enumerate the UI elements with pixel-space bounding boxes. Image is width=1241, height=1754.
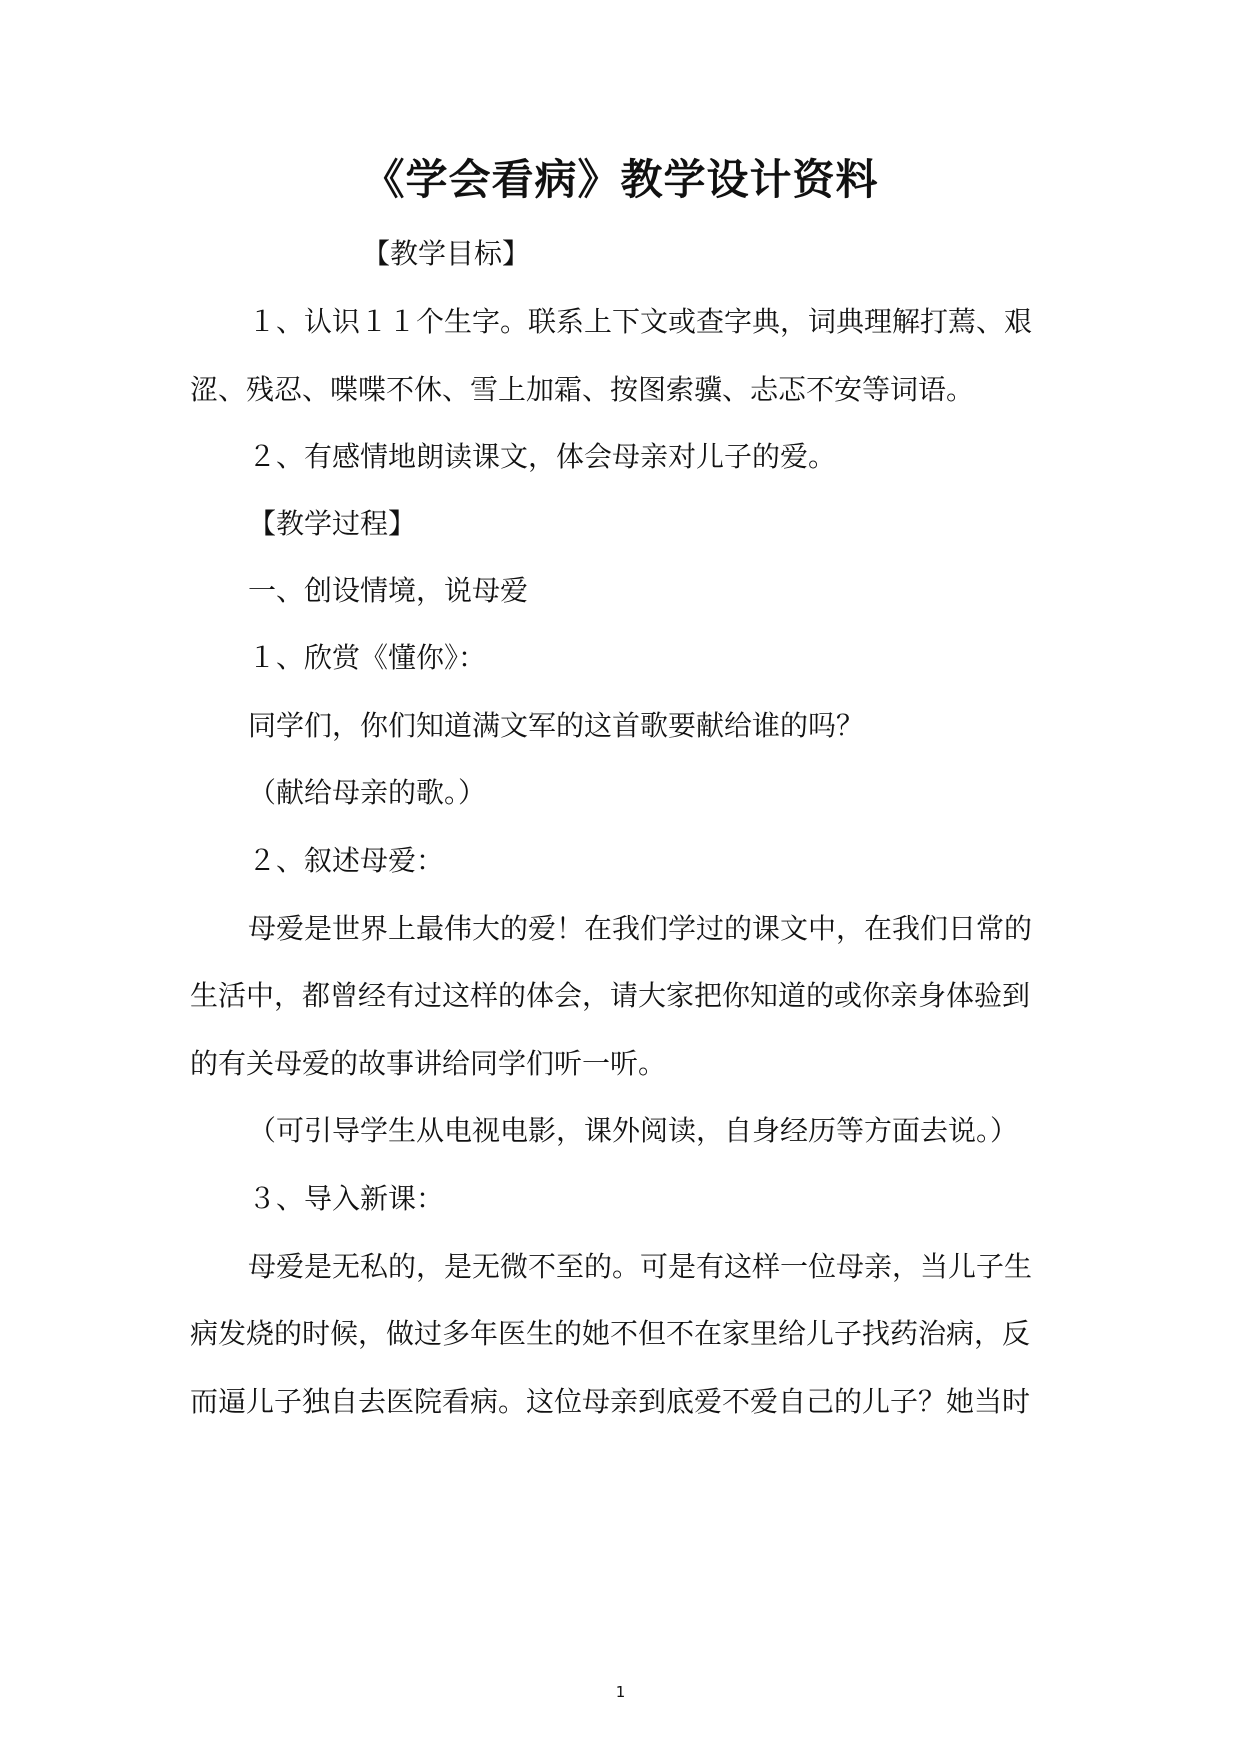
page-number: 1: [615, 1683, 626, 1701]
paragraph-line: ２、有感情地朗读课文，体会母亲对儿子的爱。: [248, 440, 837, 473]
paragraph-line: （献给母亲的歌。）: [248, 776, 487, 809]
step-heading: ３、导入新课：: [248, 1182, 445, 1215]
step-heading: ２、叙述母爱：: [248, 844, 445, 877]
paragraph-line: 同学们，你们知道满文军的这首歌要献给谁的吗？: [248, 709, 865, 742]
paragraph-line: 的有关母爱的故事讲给同学们听一听。: [190, 1047, 667, 1080]
paragraph-line: １、认识１１个生字。联系上下文或查字典，词典理解打蔫、艰: [248, 305, 1033, 338]
subsection-heading: 一、创设情境，说母爱: [248, 574, 529, 607]
step-heading: １、欣赏《懂你》：: [248, 641, 487, 674]
paragraph-line: （可引导学生从电视电影，课外阅读，自身经历等方面去说。）: [248, 1114, 1019, 1147]
paragraph-line: 病发烧的时候，做过多年医生的她不但不在家里给儿子找药治病，反: [190, 1317, 1031, 1350]
paragraph-line: 而逼儿子独自去医院看病。这位母亲到底爱不爱自己的儿子？她当时: [190, 1385, 1031, 1418]
paragraph-line: 涩、残忍、喋喋不休、雪上加霜、按图索骥、忐忑不安等词语。: [190, 373, 975, 406]
section-heading-teaching-goals: 【教学目标】: [362, 237, 531, 270]
document-title: 《学会看病》教学设计资料: [362, 155, 879, 204]
paragraph-line: 母爱是世界上最伟大的爱！在我们学过的课文中，在我们日常的: [248, 912, 1033, 945]
paragraph-line: 母爱是无私的，是无微不至的。可是有这样一位母亲，当儿子生: [248, 1250, 1033, 1283]
section-heading-teaching-process: 【教学过程】: [248, 507, 417, 540]
paragraph-line: 生活中，都曾经有过这样的体会，请大家把你知道的或你亲身体验到: [190, 979, 1031, 1012]
